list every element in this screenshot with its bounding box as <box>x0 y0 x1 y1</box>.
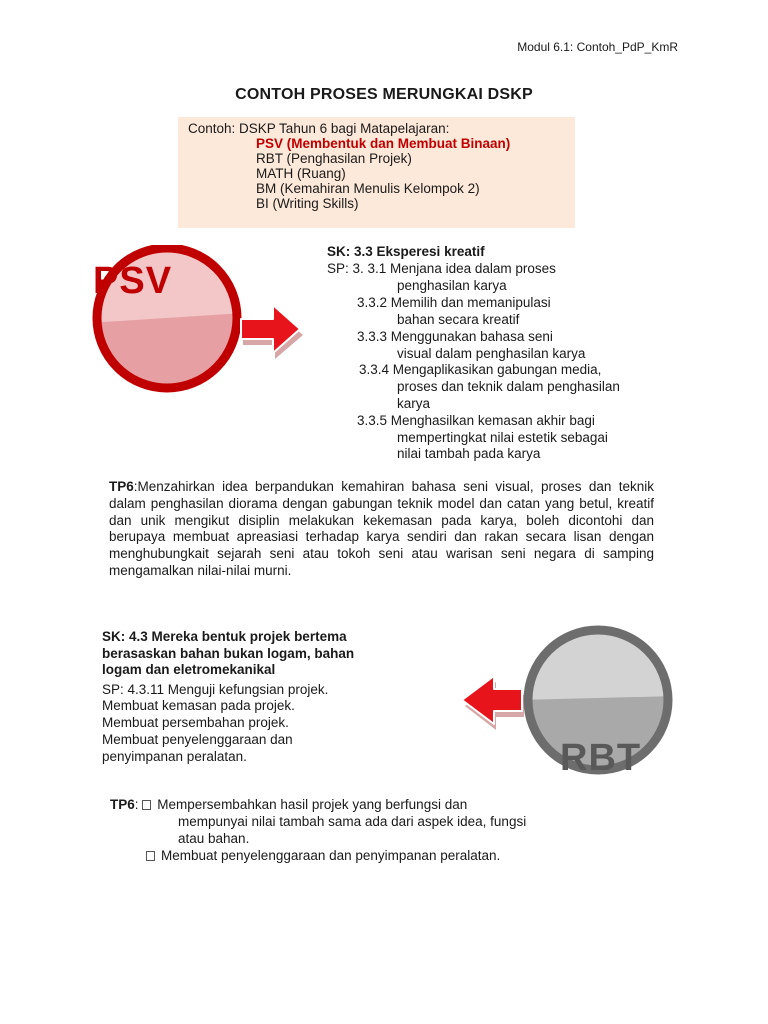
sp-line: nilai tambah pada karya <box>397 446 541 461</box>
sp-line: proses dan teknik dalam penghasilan <box>397 379 620 394</box>
intro-lead: Contoh: DSKP Tahun 6 bagi Matapelajaran: <box>188 121 450 136</box>
bullet-box-icon <box>142 800 151 810</box>
tp6-bullet-2 <box>146 848 500 865</box>
rbt-sp-line: SP: 4.3.11 Menguji kefungsian projek. <box>102 682 329 697</box>
rbt-sk-heading: berasaskan bahan bukan logam, bahan <box>102 646 355 661</box>
sp-line: penghasilan karya <box>397 278 507 293</box>
subject-psv: PSV (Membentuk dan Membuat Binaan) <box>256 136 511 151</box>
sp-line: karya <box>397 396 431 411</box>
tp6-label: TP6 <box>109 479 134 494</box>
psv-sk-heading: SK: 3.3 Eksperesi kreatif <box>327 244 485 259</box>
sp-line: bahan secara kreatif <box>397 312 520 327</box>
tp6-bullet-line: atau bahan. <box>178 831 250 846</box>
subject-bm: BM (Kemahiran Menulis Kelompok 2) <box>256 181 480 196</box>
rbt-sp-line: penyimpanan peralatan. <box>102 749 247 764</box>
sp-line: 3.3.3 Menggunakan bahasa seni <box>357 329 553 344</box>
sp-line: SP: 3. 3.1 Menjana idea dalam proses <box>327 261 556 276</box>
sp-line: 3.3.4 Mengaplikasikan gabungan media, <box>359 362 602 377</box>
rbt-sk-heading: SK: 4.3 Mereka bentuk projek bertema <box>102 629 347 644</box>
rbt-sk-heading: logam dan eletromekanikal <box>102 662 276 677</box>
rbt-sp-line: Membuat persembahan projek. <box>102 715 289 730</box>
tp6-bullet-line: Mempersembahkan hasil projek yang berfungsi dan <box>157 797 468 812</box>
sp-line: 3.3.5 Menghasilkan kemasan akhir bagi <box>357 413 595 428</box>
sp-line: visual dalam penghasilan karya <box>397 346 586 361</box>
psv-label: PSV <box>93 260 173 302</box>
page-title: CONTOH PROSES MERUNGKAI DSKP <box>235 86 533 103</box>
rbt-label: RBT <box>560 737 642 779</box>
subject-math: MATH (Ruang) <box>256 166 346 181</box>
sp-line: 3.3.2 Memilih dan memanipulasi <box>357 295 551 310</box>
tp6-label: TP6 <box>110 797 135 812</box>
tp6-colon: : <box>134 797 139 812</box>
tp6-bullet-line: Membuat penyelenggaraan dan penyimpanan peralatan. <box>161 848 501 863</box>
rbt-sp-line: Membuat kemasan pada projek. <box>102 698 295 713</box>
sp-line: mempertingkat nilai estetik sebagai <box>397 430 608 445</box>
rbt-sp-line: Membuat penyelenggaraan dan <box>102 732 293 747</box>
tp6-text: :Menzahirkan idea berpandukan kemahiran bahasa seni visual, proses dan teknik dalam penghasilan diorama dengan gabungan teknik model dan catan yang betul, kreatif dan unik mengikut disiplin melakukan kekemasan pada karya, boleh dicontohi dan berupaya membuat apreasiasi terhadap karya sendiri dan rakan secara lisan dengan menghubungkait sejarah seni atau tokoh seni atau warisan seni negara di samping mengamalkan nilai-nilai murni. <box>109 479 654 578</box>
tp6-bullet-line: mempunyai nilai tambah sama ada dari aspek idea, fungsi <box>178 814 527 829</box>
tp6-rbt-first-line <box>110 797 467 814</box>
page-header: Modul 6.1: Contoh_PdP_KmR <box>517 40 678 54</box>
bullet-box-icon <box>146 851 155 861</box>
subject-rbt: RBT (Penghasilan Projek) <box>256 151 412 166</box>
subject-bi: BI (Writing Skills) <box>256 196 359 211</box>
